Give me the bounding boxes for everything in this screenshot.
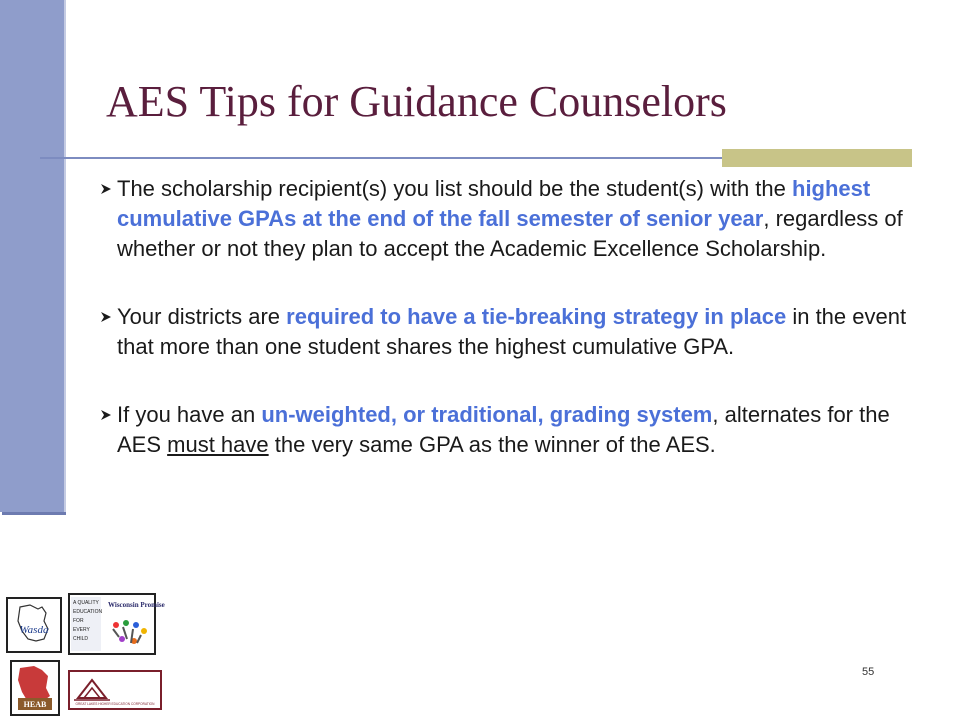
great-lakes-logo-text: GREAT LAKES HIGHER EDUCATION CORPORATION	[75, 702, 155, 706]
bullet-item	[100, 400, 910, 460]
svg-text:CHILD: CHILD	[73, 636, 89, 642]
heab-logo	[10, 660, 60, 716]
bullet-item	[100, 302, 910, 362]
wisconsin-map-icon	[8, 599, 60, 651]
bullet-text: in the event that more than one student shares the highest cumulative GPA.	[117, 304, 907, 359]
bullet-item	[100, 174, 910, 264]
underlined-text: must have	[167, 432, 269, 457]
promise-figures-icon	[70, 595, 165, 653]
arrowhead-bullet-icon	[100, 183, 112, 195]
svg-text:A QUALITY: A QUALITY	[73, 600, 99, 606]
bullet-text: If you have an	[117, 402, 262, 427]
heab-logo-text: HEAB	[23, 700, 47, 709]
svg-text:EDUCATION: EDUCATION	[73, 609, 103, 615]
wasda-logo-text: Wasda	[19, 624, 49, 636]
title-accent-bar	[722, 149, 912, 167]
wisconsin-promise-logo	[68, 593, 165, 655]
bullet-highlight: un-weighted, or traditional, grading system	[261, 402, 713, 427]
left-bar-edge	[64, 0, 66, 512]
arrowhead-bullet-icon	[100, 311, 112, 323]
bullet-text: , alternates for the AES	[117, 402, 890, 457]
bullet-highlight: required to have a tie-breaking strategy in place	[286, 304, 787, 329]
arrowhead-bullet-icon	[100, 409, 112, 421]
bullet-text: Your districts are	[117, 304, 287, 329]
bullet-highlight: highest cumulative GPAs at the end of the fall semester of senior year	[117, 176, 871, 231]
bullet-text: , regardless of whether or not they plan to accept the Academic Excellence Scholarship.	[117, 206, 903, 261]
svg-text:FOR: FOR	[73, 618, 84, 624]
left-decorative-bar	[0, 0, 64, 512]
svg-text:EVERY: EVERY	[73, 627, 90, 633]
heab-map-icon	[12, 662, 58, 714]
great-lakes-icon	[70, 672, 160, 708]
wasda-logo	[6, 597, 62, 653]
bullet-text: the very same GPA as the winner of the AES.	[268, 432, 716, 457]
bullet-list	[100, 174, 910, 498]
slide-title: AES Tips for Guidance Counselors	[106, 77, 727, 126]
great-lakes-logo	[68, 670, 162, 710]
page-number: 55	[862, 666, 875, 678]
bullet-text: The scholarship recipient(s) you list should be the student(s) with the	[117, 176, 792, 201]
promise-arc-text: Wisconsin Promise	[108, 601, 165, 609]
